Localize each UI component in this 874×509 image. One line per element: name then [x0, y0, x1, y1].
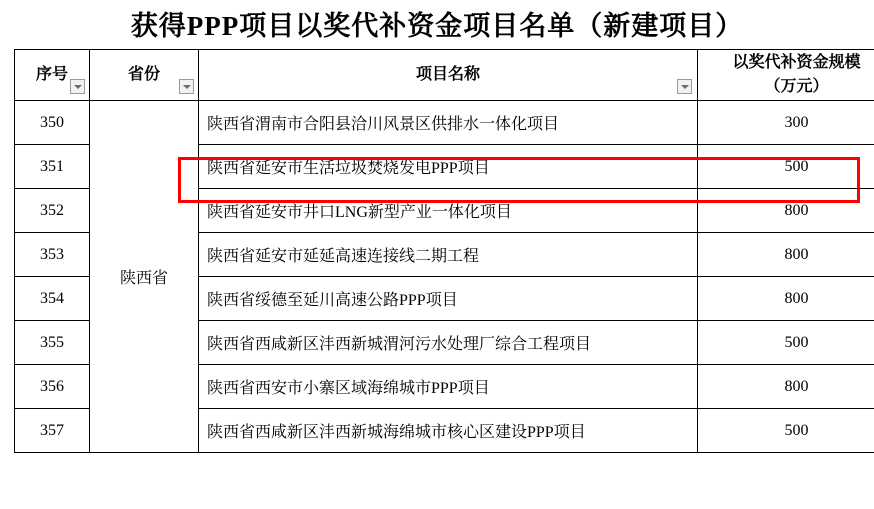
column-header-province-label: 省份 [127, 65, 160, 83]
column-header-province [90, 50, 199, 101]
page-title: 获得PPP项目以奖代补资金项目名单（新建项目） [130, 11, 744, 41]
cell-project-name: 陕西省延安市井口LNG新型产业一体化项目 [199, 189, 698, 233]
cell-project-name: 陕西省西安市小寨区域海绵城市PPP项目 [199, 365, 698, 409]
cell-amount: 500 [698, 145, 874, 189]
project-list-table [14, 49, 874, 453]
cell-amount: 500 [698, 321, 874, 365]
cell-project-name: 陕西省绥德至延川高速公路PPP项目 [199, 277, 698, 321]
cell-project-name: 陕西省延安市延延高速连接线二期工程 [199, 233, 698, 277]
cell-province-merged: 陕西省 [90, 101, 199, 453]
column-header-index [15, 50, 90, 101]
cell-index: 350 [15, 101, 90, 145]
column-header-amount-label-line1: 以奖代补资金规模 [732, 54, 861, 72]
table-row [15, 101, 874, 145]
filter-dropdown-icon-province[interactable] [179, 79, 194, 94]
column-header-amount [698, 50, 874, 101]
cell-project-name: 陕西省西咸新区沣西新城渭河污水处理厂综合工程项目 [199, 321, 698, 365]
cell-index: 357 [15, 409, 90, 453]
column-header-project-name [199, 50, 698, 101]
cell-project-name: 陕西省渭南市合阳县洽川风景区供排水一体化项目 [199, 101, 698, 145]
cell-amount: 500 [698, 409, 874, 453]
cell-index: 355 [15, 321, 90, 365]
cell-amount: 800 [698, 233, 874, 277]
cell-amount: 300 [698, 101, 874, 145]
cell-amount: 800 [698, 277, 874, 321]
cell-index: 353 [15, 233, 90, 277]
column-header-amount-label-line2: （万元） [764, 77, 829, 95]
cell-amount: 800 [698, 189, 874, 233]
table-header [15, 50, 874, 101]
cell-index: 352 [15, 189, 90, 233]
filter-dropdown-icon-project-name[interactable] [677, 79, 692, 94]
cell-index: 354 [15, 277, 90, 321]
cell-index: 356 [15, 365, 90, 409]
cell-amount: 800 [698, 365, 874, 409]
cell-index: 351 [15, 145, 90, 189]
filter-dropdown-icon-index[interactable] [70, 79, 85, 94]
column-header-index-label: 序号 [35, 65, 68, 83]
table-header-row [15, 50, 874, 101]
column-header-project-name-label: 项目名称 [415, 65, 480, 83]
cell-project-name: 陕西省西咸新区沣西新城海绵城市核心区建设PPP项目 [199, 409, 698, 453]
cell-project-name: 陕西省延安市生活垃圾焚烧发电PPP项目 [199, 145, 698, 189]
table-body [15, 101, 874, 453]
